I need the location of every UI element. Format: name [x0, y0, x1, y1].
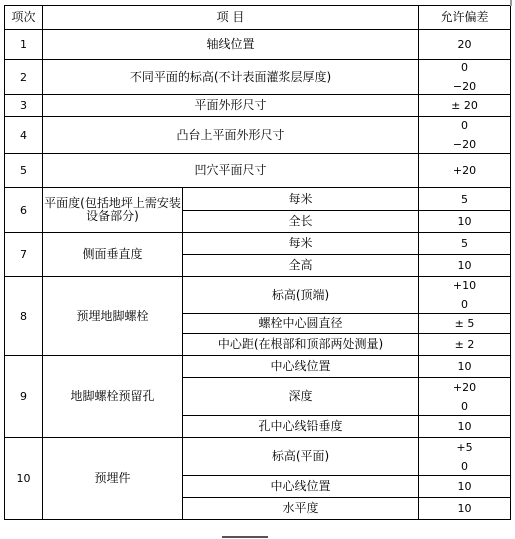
- row-item: 平面外形尺寸: [43, 95, 419, 117]
- sub-item: 深度: [183, 378, 419, 416]
- header-item: 项 目: [43, 6, 419, 30]
- row-item: 凹穴平面尺寸: [43, 154, 419, 188]
- sub-item: 中心距(在根部和顶部两处测量): [183, 334, 419, 356]
- table-row: [5, 117, 511, 154]
- row-tolerance: 5: [419, 188, 511, 211]
- row-tolerance: 10: [419, 255, 511, 277]
- row-item: 预埋地脚螺栓: [43, 277, 183, 356]
- table-row: [5, 30, 511, 60]
- header-tolerance: 允许偏差: [419, 6, 511, 30]
- row-item: 预埋件: [43, 438, 183, 520]
- row-item: 不同平面的标高(不计表面灌浆层厚度): [43, 60, 419, 95]
- row-no: 3: [5, 95, 43, 117]
- row-no: 1: [5, 30, 43, 60]
- table-row: [5, 233, 511, 255]
- row-tolerance: ± 5: [419, 314, 511, 334]
- sub-item: 中心线位置: [183, 476, 419, 498]
- sub-item: 每米: [183, 188, 419, 211]
- sub-item: 标高(平面): [183, 438, 419, 476]
- row-tolerance: 10: [419, 476, 511, 498]
- page-bottom-mark: [222, 536, 268, 538]
- row-no: 10: [5, 438, 43, 520]
- sub-item: 每米: [183, 233, 419, 255]
- header-row: [5, 6, 511, 30]
- row-item: 地脚螺栓预留孔: [43, 356, 183, 438]
- row-tolerance: 10: [419, 498, 511, 520]
- row-no: 9: [5, 356, 43, 438]
- sub-item: 全高: [183, 255, 419, 277]
- tolerance-lower: 0: [461, 459, 468, 473]
- sub-item: 标高(顶端): [183, 277, 419, 314]
- row-tolerance: [419, 60, 511, 95]
- sub-item: 水平度: [183, 498, 419, 520]
- row-tolerance: [419, 438, 511, 476]
- row-no: 4: [5, 117, 43, 154]
- row-tolerance: 10: [419, 211, 511, 233]
- tolerance-upper: 0: [461, 119, 468, 132]
- header-no: 项次: [5, 6, 43, 30]
- sub-item: 螺栓中心圆直径: [183, 314, 419, 334]
- tolerance-upper: +10: [452, 279, 477, 292]
- tolerance-lower: 0: [461, 399, 468, 413]
- table-row: [5, 95, 511, 117]
- sub-item: 孔中心线铅垂度: [183, 416, 419, 438]
- row-item: 凸台上平面外形尺寸: [43, 117, 419, 154]
- row-item: 平面度(包括地坪上需安装设备部分): [43, 188, 183, 233]
- row-no: 2: [5, 60, 43, 95]
- table-row: [5, 277, 511, 314]
- table-row: [5, 188, 511, 211]
- row-no: 5: [5, 154, 43, 188]
- tolerance-table: [4, 5, 511, 520]
- row-item: 侧面垂直度: [43, 233, 183, 277]
- row-no: 8: [5, 277, 43, 356]
- tolerance-lower: 0: [461, 298, 468, 311]
- sub-item: 全长: [183, 211, 419, 233]
- row-item: 轴线位置: [43, 30, 419, 60]
- row-no: 6: [5, 188, 43, 233]
- tolerance-upper: +5: [456, 440, 473, 454]
- sub-item: 中心线位置: [183, 356, 419, 378]
- tolerance-lower: −20: [452, 138, 477, 151]
- tolerance-upper: 0: [461, 61, 468, 74]
- table-row: [5, 438, 511, 476]
- row-tolerance: [419, 378, 511, 416]
- page-corner-mark: [510, 0, 512, 6]
- table-row: [5, 60, 511, 95]
- table-row: [5, 154, 511, 188]
- row-tolerance: 10: [419, 356, 511, 378]
- row-tolerance: 20: [419, 30, 511, 60]
- row-tolerance: ± 2: [419, 334, 511, 356]
- row-tolerance: 10: [419, 416, 511, 438]
- table-row: [5, 356, 511, 378]
- row-tolerance: ± 20: [419, 95, 511, 117]
- row-tolerance: [419, 277, 511, 314]
- tolerance-upper: +20: [452, 380, 477, 394]
- row-tolerance: 5: [419, 233, 511, 255]
- tolerance-lower: −20: [452, 80, 477, 93]
- row-tolerance: +20: [419, 154, 511, 188]
- row-no: 7: [5, 233, 43, 277]
- row-tolerance: [419, 117, 511, 154]
